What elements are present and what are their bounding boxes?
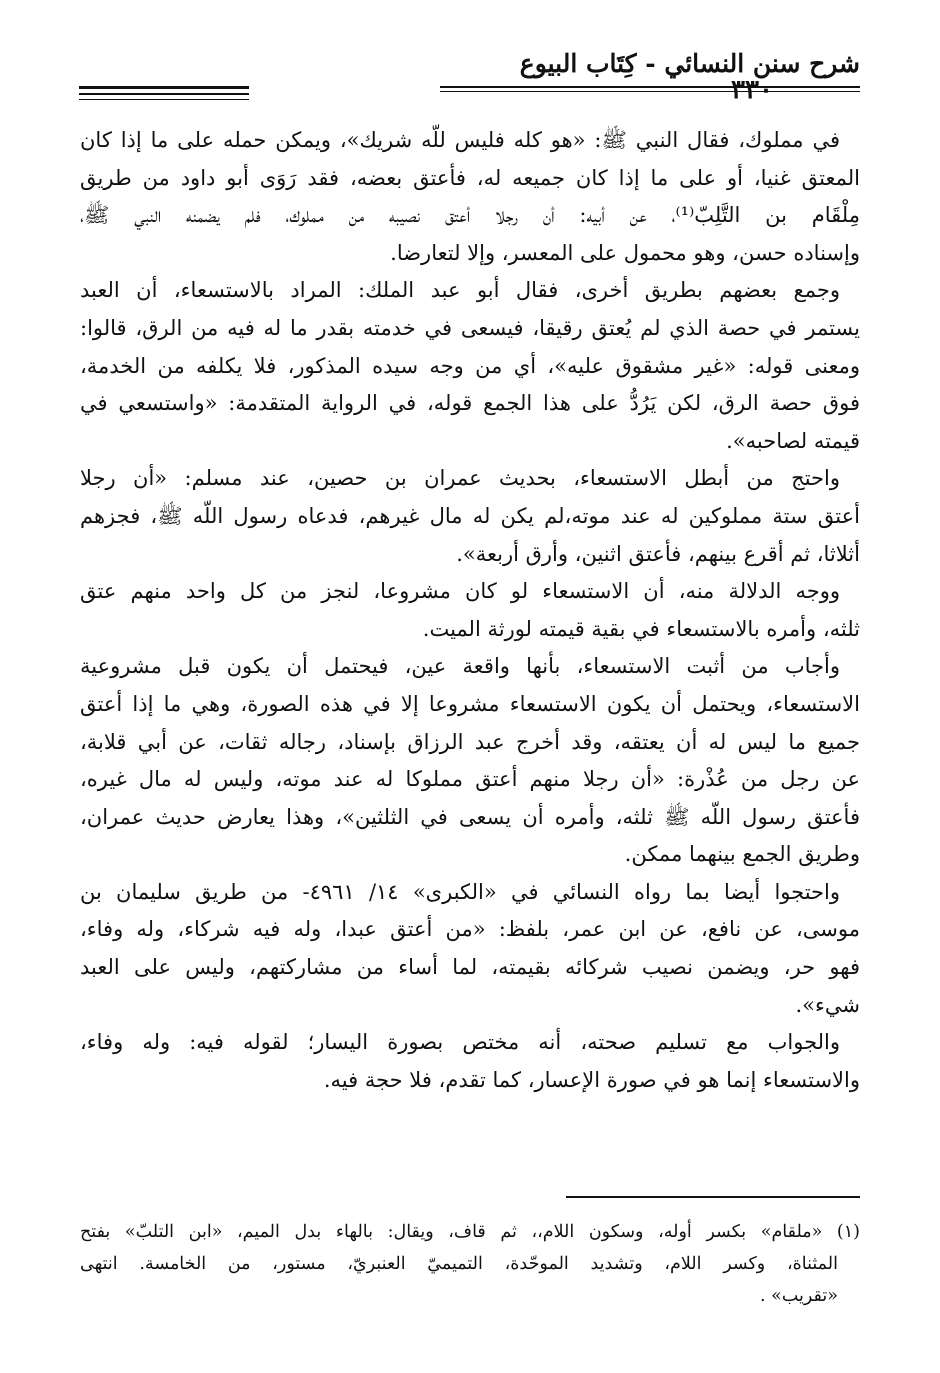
text-line: مِلْقَام بن التَّلِبّ⁽¹⁾، عن أبيه: أن رجلا أعتق نصيبه من مملوك، فلم يضمنه النبي ﷺ، [80, 203, 860, 228]
text-line: في مملوك، فقال النبي ﷺ: «هو كله فليس للّه شريك»، ويمكن حمله على ما إذا كان [80, 128, 840, 152]
paragraph [80, 122, 860, 272]
footnote-separator [566, 1196, 860, 1198]
footnote-line: (١) «ملقام» بكسر أوله، وسكون اللام،، ثم قاف، ويقال: بالهاء بدل الميم، «ابن التلبّ» بفتح [80, 1222, 860, 1242]
text-line: شيء». [795, 992, 860, 1017]
text-line: جميع ما ليس له أن يعتقه، وقد أخرج عبد الرزاق بإسناد، رجاله ثقات، عن أبي قلابة، [80, 729, 860, 754]
text-line: المعتق غنيا، أو على ما إذا كان جميعه له، فأعتق بعضه، فقد رَوَى أبو داود من طريق [80, 165, 860, 190]
footnote-line: المثناة، وكسر اللام، وتشديد الموحّدة، التميميّ العنبريّ، مستور، من الخامسة. انتهى [80, 1254, 838, 1274]
text-line: والجواب مع تسليم صحته، أنه مختص بصورة اليسار؛ لقوله فيه: وله وفاء، [80, 1030, 840, 1055]
text-line: ومعنى قوله: «غير مشقوق عليه»، أي من وجه سيده المذكور، فلا يكلفه من الخدمة، [80, 353, 860, 378]
text-line: يستمر في حصة الذي لم يُعتق رقيقا، فيسعى في خدمته بقدر ما له فيه من الرق، قالوا: [80, 315, 860, 340]
paragraph [80, 460, 860, 573]
text-line: عن رجل من عُذْرة: «أن رجلا منهم أعتق مملوكا له عند موته، وليس له مال غيره، [80, 767, 860, 792]
running-header-title: شرح سنن النسائي - كِتَاب البيوع [519, 49, 860, 78]
text-line: موسى، عن نافع، عن ابن عمر، بلفظ: «من أعتق عبدا، وله فيه شركاء، وله وفاء، [80, 917, 860, 942]
text-line: واحتج من أبطل الاستسعاء، بحديث عمران بن حصين، عند مسلم: «أن رجلا [80, 466, 840, 491]
header-ornament-line [79, 93, 249, 95]
text-line: ووجه الدلالة منه، أن الاستسعاء لو كان مشروعا، لنجز من كل واحد منهم عتق [80, 579, 840, 604]
paragraph [80, 648, 860, 874]
text-line: واحتجوا أيضا بما رواه النسائي في «الكبرى» ١٤/ ٤٩٦١- من طريق سليمان بن [80, 879, 840, 904]
text-line: وأجاب من أثبت الاستسعاء، بأنها واقعة عين، فيحتمل أن يكون قبل مشروعية [80, 654, 840, 679]
page-number: ٣٣٠ [731, 75, 773, 105]
text-line: وإسناده حسن، وهو محمول على المعسر، وإلا لتعارضا. [390, 240, 860, 265]
text-line: قيمته لصاحبه». [726, 428, 860, 453]
text-line: الاستسعاء، ويحتمل أن يكون الاستسعاء مشروعا إلا في هذه الصورة، وهي ما إذا أعتق [80, 691, 860, 716]
paragraph [80, 874, 860, 1024]
text-line: أثلاثا، ثم أقرع بينهم، فأعتق اثنين، وأرق أربعة». [456, 541, 860, 566]
main-text [80, 122, 860, 1099]
text-line: وجمع بعضهم بطريق أخرى، فقال أبو عبد الملك: المراد بالاستسعاء، أن العبد [80, 278, 840, 303]
paragraph [80, 272, 860, 460]
text-line: فهو حر، ويضمن نصيب شركائه بقيمته، لما أساء من مشاركتهم، وليس على العبد [80, 955, 860, 980]
text-line: وطريق الجمع بينهما ممكن. [624, 842, 860, 867]
text-line: ثلثه، وأمره بالاستسعاء في بقية قيمته لورثة الميت. [422, 616, 860, 641]
footnote-line: «تقريب» . [760, 1286, 838, 1306]
text-line: فأعتق رسول اللّه ﷺ ثلثه، وأمره أن يسعى في الثلثين»، وهذا يعارض حديث عمران، [80, 804, 860, 829]
text-line: فوق حصة الرق، لكن يَرُدُّ على هذا الجمع قوله، في الرواية المتقدمة: «واستسعي في [80, 391, 860, 416]
header-rule [440, 86, 860, 88]
paragraph [80, 573, 860, 648]
header-rule-thin [440, 91, 860, 92]
footnote [80, 1216, 860, 1312]
text-line: أعتق ستة مملوكين له عند موته،لم يكن له مال غيرهم، فدعاه رسول اللّه ﷺ، فجزهم [80, 503, 860, 528]
header-ornament-line [79, 99, 249, 100]
text-line: والاستسعاء إنما هو في صورة الإعسار، كما تقدم، فلا حجة فيه. [323, 1067, 860, 1092]
header-ornament-line [79, 86, 249, 89]
paragraph [80, 1024, 860, 1099]
